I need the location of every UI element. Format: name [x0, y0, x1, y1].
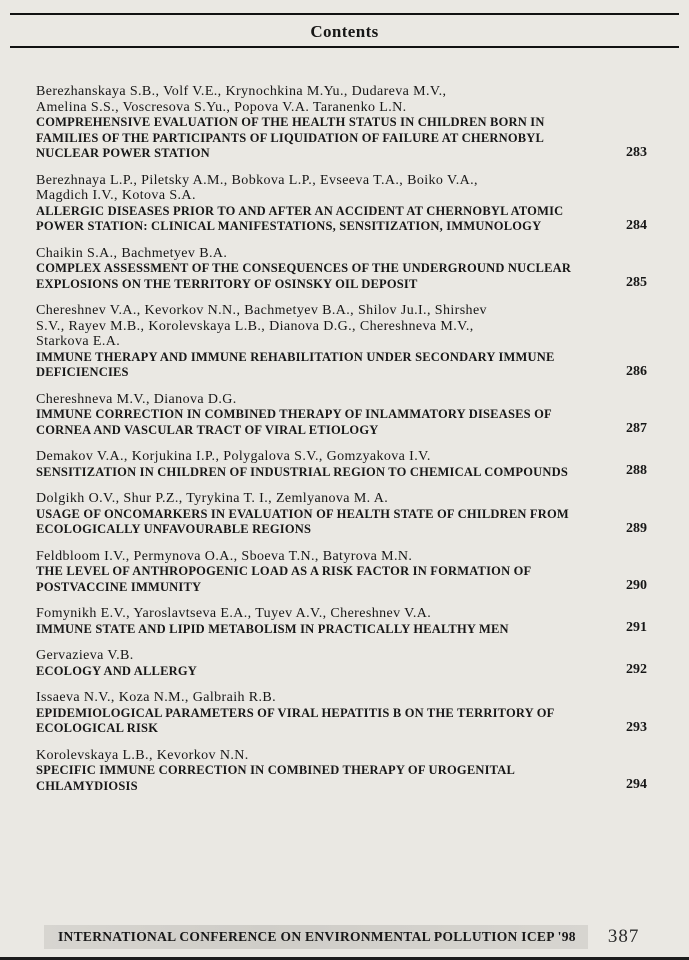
page-title: Contents	[310, 22, 379, 41]
entry-page-number: 294	[626, 777, 647, 792]
entry-authors: Korolevskaya L.B., Kevorkov N.N.	[36, 747, 249, 763]
toc-entry	[36, 173, 647, 235]
entry-title: THE LEVEL OF ANTHROPOGENIC LOAD AS A RISK FACTOR IN FORMATION OF POSTVACCINE IMMUNITY	[36, 564, 531, 594]
header-rule-bottom	[10, 46, 679, 48]
entry-title: EPIDEMIOLOGICAL PARAMETERS OF VIRAL HEPATITIS B ON THE TERRITORY OF ECOLOGICAL RISK	[36, 705, 555, 735]
entry-title: COMPREHENSIVE EVALUATION OF THE HEALTH STATUS IN CHILDREN BORN IN FAMILIES OF THE PARTICIPANTS OF LIQUIDATION OF FAILURE AT CHERNOBYL NUCLEAR POWER STATION	[36, 115, 545, 160]
entry-authors: Berezhanskaya S.B., Volf V.E., Krynochkina M.Yu., Dudareva M.V., Amelina S.S., Voscresova S.Yu., Popova V.A. Taranenko L.N.	[36, 84, 447, 115]
entry-authors: Feldbloom I.V., Permynova O.A., Sboeva T.N., Batyrova M.N.	[36, 548, 413, 564]
entry-title: ALLERGIC DISEASES PRIOR TO AND AFTER AN ACCIDENT AT CHERNOBYL ATOMIC POWER STATION: CLINICAL MANIFESTATIONS, SENSITIZATION, IMMUNOLOGY	[36, 203, 564, 233]
entry-authors: Chereshnev V.A., Kevorkov N.N., Bachmetyev B.A., Shilov Ju.I., Shirshev S.V., Rayev M.B., Korolevskaya L.B., Dianova D.G., Chereshneva M.V., Starkova E.A.	[36, 303, 487, 349]
toc-entry	[36, 491, 647, 538]
toc-entry	[36, 549, 647, 596]
page-footer	[0, 924, 689, 950]
toc-entry	[36, 648, 647, 679]
header-rule-top	[10, 13, 679, 15]
entry-authors: Gervazieva V.B.	[36, 648, 134, 663]
entry-page-number: 283	[626, 144, 647, 160]
toc-entry	[36, 246, 647, 293]
entry-title: IMMUNE THERAPY AND IMMUNE REHABILITATION UNDER SECONDARY IMMUNE DEFICIENCIES	[36, 349, 555, 379]
toc-entry	[36, 690, 647, 737]
entry-page-number: 291	[626, 620, 647, 635]
entry-page-number: 288	[626, 463, 647, 478]
toc-entry	[36, 748, 647, 795]
footer-page-number: 387	[607, 926, 640, 947]
entry-page-number: 289	[626, 520, 647, 536]
entry-authors: Demakov V.A., Korjukina I.P., Polygalova S.V., Gomzyakova I.V.	[36, 449, 431, 464]
toc-entry	[36, 303, 647, 381]
entry-page-number: 287	[626, 421, 647, 436]
toc-entry	[36, 449, 647, 480]
entry-page-number: 284	[626, 217, 647, 233]
entry-authors: Fomynikh E.V., Yaroslavtseva E.A., Tuyev A.V., Chereshnev V.A.	[36, 606, 432, 621]
entry-title: IMMUNE CORRECTION IN COMBINED THERAPY OF INLAMMATORY DISEASES OF CORNEA AND VASCULAR TRACT OF VIRAL ETIOLOGY	[36, 407, 552, 437]
entry-page-number: 286	[626, 363, 647, 379]
entry-page-number: 290	[626, 578, 647, 593]
toc-entries-list	[36, 84, 647, 805]
entry-title: ECOLOGY AND ALLERGY	[36, 663, 198, 678]
toc-entry	[36, 606, 647, 637]
entry-title: SPECIFIC IMMUNE CORRECTION IN COMBINED THERAPY OF UROGENITAL CHLAMYDIOSIS	[36, 763, 515, 793]
entry-authors: Issaeva N.V., Koza N.M., Galbraih R.B.	[36, 690, 277, 705]
entry-authors: Chereshneva M.V., Dianova D.G.	[36, 391, 237, 407]
entry-authors: Dolgikh O.V., Shur P.Z., Tyrykina T. I., Zemlyanova M. A.	[36, 491, 389, 506]
entry-page-number: 292	[626, 662, 647, 677]
entry-authors: Berezhnaya L.P., Piletsky A.M., Bobkova L.P., Evseeva T.A., Boiko V.A., Magdich I.V., Kotova S.A.	[36, 172, 478, 203]
toc-entry	[36, 392, 647, 439]
footer-conference-title: INTERNATIONAL CONFERENCE ON ENVIRONMENTAL POLLUTION ICEP '98	[44, 925, 588, 949]
entry-page-number: 293	[626, 719, 647, 735]
entry-page-number: 285	[626, 275, 647, 290]
entry-title: COMPLEX ASSESSMENT OF THE CONSEQUENCES OF THE UNDERGROUND NUCLEAR EXPLOSIONS ON THE TERRITORY OF OSINSKY OIL DEPOSIT	[36, 261, 572, 291]
entry-title: IMMUNE STATE AND LIPID METABOLISM IN PRACTICALLY HEALTHY MEN	[36, 621, 509, 636]
entry-title: SENSITIZATION IN CHILDREN OF INDUSTRIAL REGION TO CHEMICAL COMPOUNDS	[36, 464, 568, 479]
toc-entry	[36, 84, 647, 162]
entry-authors: Chaikin S.A., Bachmetyev B.A.	[36, 245, 228, 261]
entry-title: USAGE OF ONCOMARKERS IN EVALUATION OF HEALTH STATE OF CHILDREN FROM ECOLOGICALLY UNFAVOURABLE REGIONS	[36, 506, 569, 536]
